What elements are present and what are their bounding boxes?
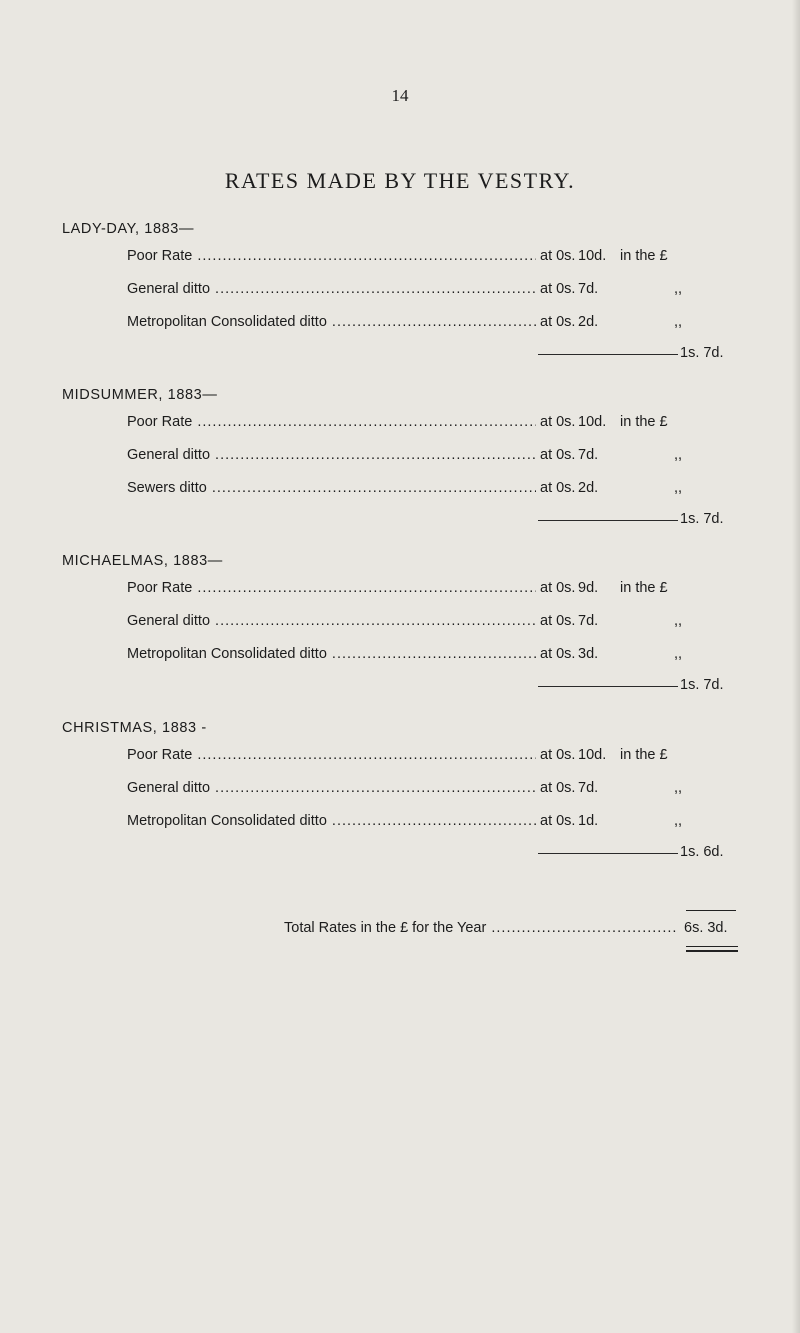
section-christmas [62, 715, 762, 870]
rate-suffix: ,, [674, 646, 683, 662]
rate-amount: 7d. [578, 613, 599, 629]
subtotal-row [62, 840, 762, 870]
total-rule-top [686, 910, 736, 911]
section-heading: CHRISTMAS, 1883 - [62, 720, 207, 736]
rate-label: General ditto ..... [127, 281, 577, 297]
rate-row [62, 574, 762, 607]
subtotal-value: 1s. 7d. [680, 677, 724, 693]
rate-at: at 0s. [536, 646, 578, 662]
total-row [62, 908, 762, 948]
rate-label: Poor Rate ..... [127, 248, 577, 264]
rate-suffix: in the £ [620, 248, 668, 264]
rate-label: Metropolitan Consolidated ditto ..... [127, 646, 577, 662]
rate-at: at 0s. [536, 580, 578, 596]
subtotal-value: 1s. 7d. [680, 511, 724, 527]
subtotal-rule [538, 686, 678, 687]
rate-label: Metropolitan Consolidated ditto ..... [127, 813, 577, 829]
rate-row [62, 607, 762, 640]
subtotal-row [62, 507, 762, 537]
rate-suffix: ,, [674, 813, 683, 829]
rate-suffix: in the £ [620, 747, 668, 763]
rate-at: at 0s. [536, 281, 578, 297]
rate-at: at 0s. [536, 447, 578, 463]
rate-label: General ditto ..... [127, 613, 577, 629]
rate-row [62, 640, 762, 673]
section-heading: MIDSUMMER, 1883— [62, 387, 218, 403]
rate-row [62, 275, 762, 308]
rate-at: at 0s. [536, 248, 578, 264]
total-double-rule [686, 946, 738, 952]
subtotal-row [62, 341, 762, 371]
section-heading: MICHAELMAS, 1883— [62, 553, 223, 569]
rate-amount: 7d. [578, 281, 599, 297]
rate-at: at 0s. [536, 813, 578, 829]
rate-amount: 9d. [578, 580, 599, 596]
rate-suffix: ,, [674, 780, 683, 796]
page-title: RATES MADE BY THE VESTRY. [224, 168, 576, 193]
rate-row [62, 408, 762, 441]
rate-at: at 0s. [536, 747, 578, 763]
rate-label: General ditto ..... [127, 447, 577, 463]
rate-suffix: ,, [674, 447, 683, 463]
rate-label: Poor Rate ..... [127, 414, 577, 430]
subtotal-rule [538, 354, 678, 355]
rate-amount: 10d. [578, 248, 607, 264]
rate-at: at 0s. [536, 480, 578, 496]
rate-label: Poor Rate ..... [127, 580, 577, 596]
rate-amount: 3d. [578, 646, 599, 662]
page-edge-shadow [792, 0, 800, 1333]
section-heading: LADY-DAY, 1883— [62, 221, 195, 237]
rate-amount: 2d. [578, 314, 599, 330]
section-michaelmas [62, 548, 762, 703]
rate-at: at 0s. [536, 314, 578, 330]
rate-suffix: in the £ [620, 580, 668, 596]
rate-row [62, 441, 762, 474]
rate-amount: 7d. [578, 447, 599, 463]
rate-at: at 0s. [536, 780, 578, 796]
subtotal-rule [538, 520, 678, 521]
rate-row [62, 807, 762, 840]
subtotal-rule [538, 853, 678, 854]
rate-suffix: in the £ [620, 414, 668, 430]
rate-row [62, 774, 762, 807]
total-value: 6s. 3d. [684, 920, 728, 936]
rate-amount: 7d. [578, 780, 599, 796]
rate-amount: 1d. [578, 813, 599, 829]
rate-at: at 0s. [536, 414, 578, 430]
rate-suffix: ,, [674, 314, 683, 330]
rate-row [62, 474, 762, 507]
rate-label: General ditto ..... [127, 780, 577, 796]
subtotal-value: 1s. 6d. [680, 844, 724, 860]
rate-suffix: ,, [674, 613, 683, 629]
rate-row [62, 308, 762, 341]
rate-at: at 0s. [536, 613, 578, 629]
section-lady-day [62, 216, 762, 371]
rate-label: Poor Rate ..... [127, 747, 577, 763]
rate-label: Sewers ditto ..... [127, 480, 577, 496]
rate-suffix: ,, [674, 480, 683, 496]
rate-amount: 2d. [578, 480, 599, 496]
rate-row [62, 741, 762, 774]
rate-amount: 10d. [578, 747, 607, 763]
rate-suffix: ,, [674, 281, 683, 297]
rate-row [62, 242, 762, 275]
total-label: Total Rates in the £ for the Year ..... [284, 920, 676, 936]
rate-label: Metropolitan Consolidated ditto ..... [127, 314, 577, 330]
section-midsummer [62, 382, 762, 537]
rate-amount: 10d. [578, 414, 607, 430]
subtotal-value: 1s. 7d. [680, 345, 724, 361]
subtotal-row [62, 673, 762, 703]
page-number: 14 [391, 86, 409, 105]
